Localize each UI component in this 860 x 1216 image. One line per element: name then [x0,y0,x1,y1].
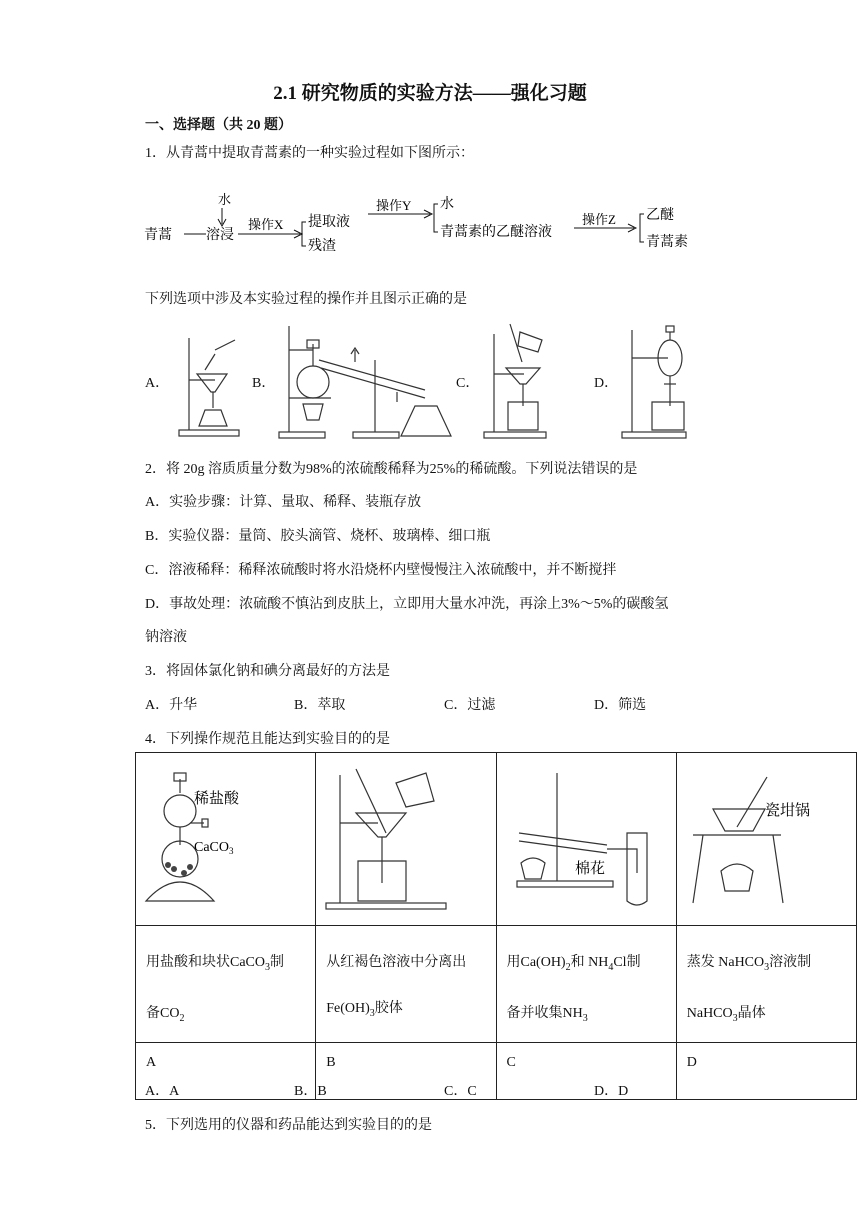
q4-cell-c-text: 用$Ca(OH)_2$和 $NH_4Cl$制 备并收集$NH_3$ [496,926,676,1043]
q4-label-d: D [676,1042,856,1099]
q2-option-d[interactable]: D．事故处理：浓硫酸不慎沾到皮肤上，立即用大量水冲洗，再涂上3%～5%的碳酸氢 [145,597,669,612]
q1-flow-diagram [140,186,720,266]
q1-apparatus-c [480,318,550,442]
flow-op-y: 操作Y [376,198,412,213]
flow-op-z: 操作Z [582,212,616,227]
flow-residue: 残渣 [308,239,336,254]
q4-cell-d-text: 蒸发 NaHCO$_3$溶液制 NaHCO$_3$晶体 [676,926,856,1043]
q2-option-b[interactable]: B．实验仪器：量筒、胶头滴管、烧杯、玻璃棒、细口瓶 [145,529,491,544]
label-hcl: 稀盐酸 [194,791,240,807]
q3-option-d[interactable]: D．筛选 [594,698,647,713]
label-caco3: CaCO [194,840,229,855]
q1-apparatus-a [175,330,250,442]
flow-extract: 提取液 [308,215,350,230]
q1-option-c[interactable]: C． [456,376,480,391]
q1-apparatus-b [275,320,465,442]
q2-option-d-cont: 钠溶液 [145,630,187,645]
page-title: 2.1 研究物质的实验方法——强化习题 [273,83,587,104]
q4-cell-b-text: 从红褐色溶液中分离出 $Fe(OH)_3$胶体 [316,926,496,1043]
q4-image-a [136,753,315,925]
label-crucible: 瓷坩锅 [764,803,810,819]
q4-option-a[interactable]: A．A [145,1084,180,1099]
svg-text:CaCO3 [194,840,234,856]
q1-question: 下列选项中涉及本实验过程的操作并且图示正确的是 [145,292,467,307]
q4-image-d [677,753,856,925]
q4-label-c: C [496,1042,676,1099]
q5-stem: 5．下列选用的仪器和药品能达到实验目的的是 [145,1118,432,1133]
q1-option-d[interactable]: D． [594,376,619,391]
q4-option-b[interactable]: B．B [294,1084,327,1099]
q4-label-b: B [316,1042,496,1099]
label-cotton: 棉花 [574,861,605,877]
q2-stem: 2．将 20g 溶质质量分数为98%的浓硫酸稀释为25%的稀硫酸。下列说法错误的是 [145,462,638,477]
q3-stem: 3．将固体氯化钠和碘分离最好的方法是 [145,664,390,679]
q3-option-b[interactable]: B．萃取 [294,698,346,713]
section-heading: 一、选择题（共 20 题） [145,118,292,133]
flow-water2: 水 [440,197,454,212]
flow-soak: 溶浸 [206,228,234,243]
q4-option-c[interactable]: C．C [444,1084,477,1099]
q3-option-a[interactable]: A．升华 [145,698,198,713]
q4-image-c [497,753,676,925]
q3-option-c[interactable]: C．过滤 [444,698,496,713]
q4-option-d[interactable]: D．D [594,1084,629,1099]
q1-apparatus-d [618,322,698,442]
q1-stem: 1．从青蒿中提取青蒿素的一种实验过程如下图所示： [145,146,474,161]
flow-water: 水 [218,192,232,207]
flow-ether: 乙醚 [646,208,674,223]
q4-table [135,752,857,1100]
label-caco3-sub: 3 [229,846,234,856]
q4-image-b [316,753,495,925]
flow-ether-solution: 青蒿素的乙醚溶液 [440,225,552,240]
q4-label-a: A [136,1042,316,1099]
flow-op-x: 操作X [248,217,284,232]
q1-option-b[interactable]: B． [252,376,276,391]
q2-option-c[interactable]: C．溶液稀释：稀释浓硫酸时将水沿烧杯内壁慢慢注入浓硫酸中，并不断搅拌 [145,563,617,578]
q4-stem: 4．下列操作规范且能达到实验目的的是 [145,732,390,747]
q4-cell-a-text: 用盐酸和块状CaCO$_3$制 备$CO_2$ [136,926,316,1043]
q1-option-a[interactable]: A． [145,376,170,391]
q2-option-a[interactable]: A．实验步骤：计算、量取、稀释、装瓶存放 [145,495,422,510]
flow-artemisinin: 青蒿素 [646,235,688,250]
flow-qinghao: 青蒿 [144,228,172,243]
